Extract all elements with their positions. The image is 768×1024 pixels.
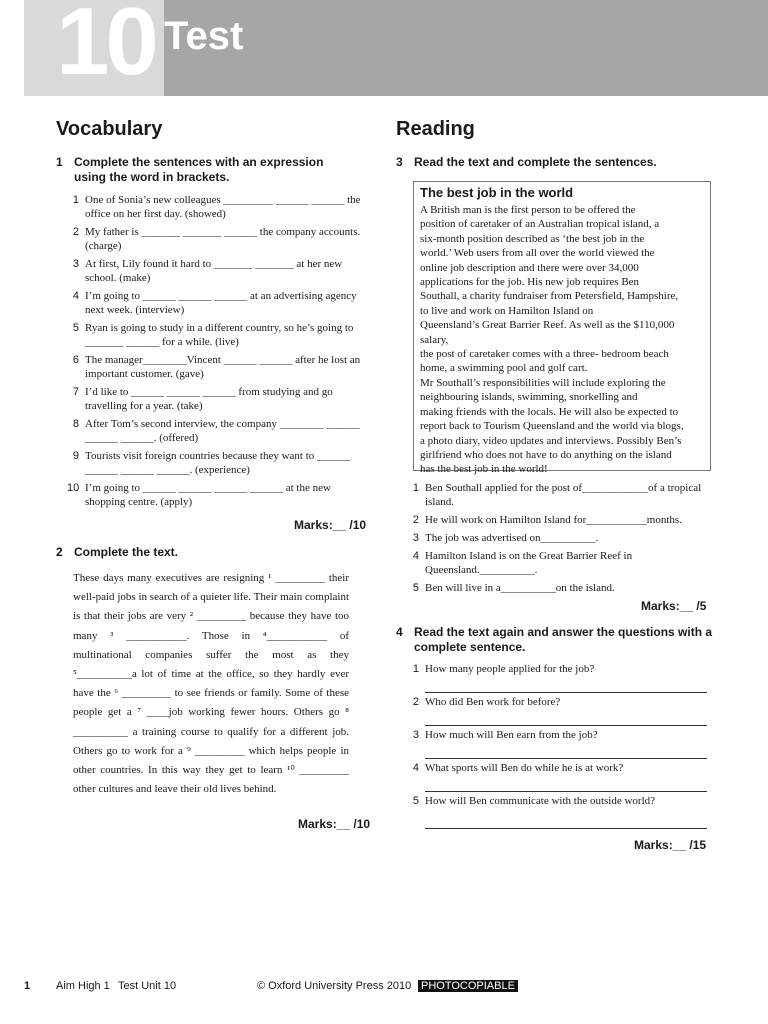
list-item: 5 Ben will live in a__________on the island.	[412, 582, 615, 594]
list-item: 4 I’m going to ______ ______ ______ at an advertising agency next week. (interview)	[72, 290, 357, 316]
list-item: 3 At first, Lily found it hard to _______ _______ at her new school. (make)	[72, 258, 343, 284]
unit-number-box	[24, 0, 164, 96]
page-header	[0, 0, 768, 96]
vocabulary-heading: Vocabulary	[56, 118, 163, 140]
list-item: 2 My father is _______ _______ ______ the company accounts. (charge)	[72, 226, 361, 252]
list-item: 4 What sports will Ben do while he is at work?	[412, 762, 624, 774]
q4-number: 4	[396, 625, 403, 639]
list-item: 1 How many people applied for the job?	[412, 663, 595, 675]
q2-instruction	[56, 545, 356, 560]
answer-line[interactable]	[425, 709, 707, 726]
unit-title: Test	[164, 14, 244, 58]
list-item: 5 How will Ben communicate with the outside world?	[412, 795, 656, 807]
copyright: © Oxford University Press 2010	[257, 980, 412, 992]
q1-items	[67, 193, 367, 513]
unit-label: Test Unit 10	[118, 980, 177, 992]
book-title: Aim High 1	[56, 980, 110, 992]
q4-items	[407, 662, 717, 829]
passage-title: The best job in the world	[420, 185, 574, 200]
q4-instruction	[396, 625, 726, 655]
q3-number: 3	[396, 155, 403, 169]
page-footer	[0, 980, 768, 1000]
q2-marks: Marks:__ /10	[298, 817, 371, 831]
list-item: 1 One of Sonia’s new colleagues _________ ______ ______ the office on her first day. (showed)	[72, 194, 361, 220]
q1-text: Complete the sentences with an expression using the word in brackets.	[74, 155, 324, 184]
q4-text: Read the text again and answer the questions with a complete sentence.	[414, 625, 713, 654]
q4-marks: Marks:__ /15	[634, 838, 707, 852]
photocopiable-badge: PHOTOCOPIABLE	[418, 980, 518, 992]
q2-text: Complete the text.	[74, 545, 179, 559]
reading-heading: Reading	[396, 118, 475, 140]
passage-body: A British man is the first person to be offered the position of caretaker of an Australian tropical island, a six-month position described as ‘the best job in the world.’ Web users from all over the world viewed the online job description and there were over 34,000 applications for the job. His new job requires Ben Southall, a charity fundraiser from Petersfield, Hampshire, to live and work on Hamilton Island on Queensland’s Great Barrier Reef. As well as the $110,000 salary, the post of caretaker comes with a three- bedroom beach home, a swimming pool and golf cart. Mr Southall’s responsibilities will include exploring the neighbouring islands, swimming, snorkelling and making friends with the locals. He will also be expected to report back to Tourism Queensland and the world via blogs, a photo diary, video updates and interviews. Possibly Ben’s girlfriend who does not have to do anything on the island has the best job in the world!	[420, 204, 684, 476]
q3-marks: Marks:__ /5	[641, 599, 707, 613]
q1-number: 1	[56, 155, 63, 169]
q1-marks: Marks:__ /10	[294, 518, 367, 532]
answer-line[interactable]	[425, 742, 707, 759]
list-item: 4 Hamilton Island is on the Great Barrier Reef in Queensland.__________.	[412, 550, 633, 576]
list-item: 2 He will work on Hamilton Island for___________months.	[412, 514, 682, 526]
list-item: 5 Ryan is going to study in a different country, so he’s going to _______ ______ for a while. (live)	[72, 322, 354, 348]
q2-gap-fill-text: These days many executives are resigning ¹ _________ their well-paid jobs in search of a quieter life. Their main complaint is that their jobs are very ² _________ because they have too many ³ ___________. Those in ⁴___________ of multinational companies suffer the most as they ⁵__________a lot of time at the office, so they hardly ever have the ⁶ _________ to see friends or family. Some of these people get a ⁷ ____job working fewer hours. Others go ⁸ __________ a training course to qualify for a different job. Others go to work for a ⁹ _________ which helps people in other countries. In this way they get to learn ¹⁰ _________ other cultures and leave their old lives behind.	[73, 572, 349, 796]
answer-line[interactable]	[425, 775, 707, 792]
list-item: 1 Ben Southall applied for the post of____________of a tropical island.	[412, 482, 702, 508]
q3-items	[407, 481, 707, 599]
list-item: 3 The job was advertised on__________.	[412, 532, 599, 544]
answer-line[interactable]	[425, 676, 707, 693]
q3-instruction	[396, 155, 726, 170]
q2-number: 2	[56, 545, 63, 559]
page-number: 1	[24, 980, 31, 992]
unit-number: 10	[56, 0, 155, 95]
list-item: 9 Tourists visit foreign countries because they want to ______ ______ ______ ______. (experience)	[72, 450, 351, 476]
list-item: 6 The manager________Vincent ______ ______ after he lost an important customer. (gave)	[72, 354, 361, 380]
list-item: 7 I’d like to ______ ______ ______ from studying and go travelling for a year. (take)	[72, 386, 333, 412]
unit-title-band	[164, 0, 768, 96]
answer-line[interactable]	[425, 808, 707, 829]
list-item: 3 How much will Ben earn from the job?	[412, 729, 598, 741]
list-item: 10 I’m going to ______ ______ ______ ______ at the new shopping centre. (apply)	[67, 482, 331, 508]
list-item: 8 After Tom’s second interview, the company ________ ______ ______ ______. (offered)	[72, 418, 360, 444]
q3-text: Read the text and complete the sentences.	[414, 155, 657, 169]
reading-passage-box	[413, 181, 711, 476]
list-item: 2 Who did Ben work for before?	[412, 696, 561, 708]
q1-instruction	[56, 155, 356, 185]
